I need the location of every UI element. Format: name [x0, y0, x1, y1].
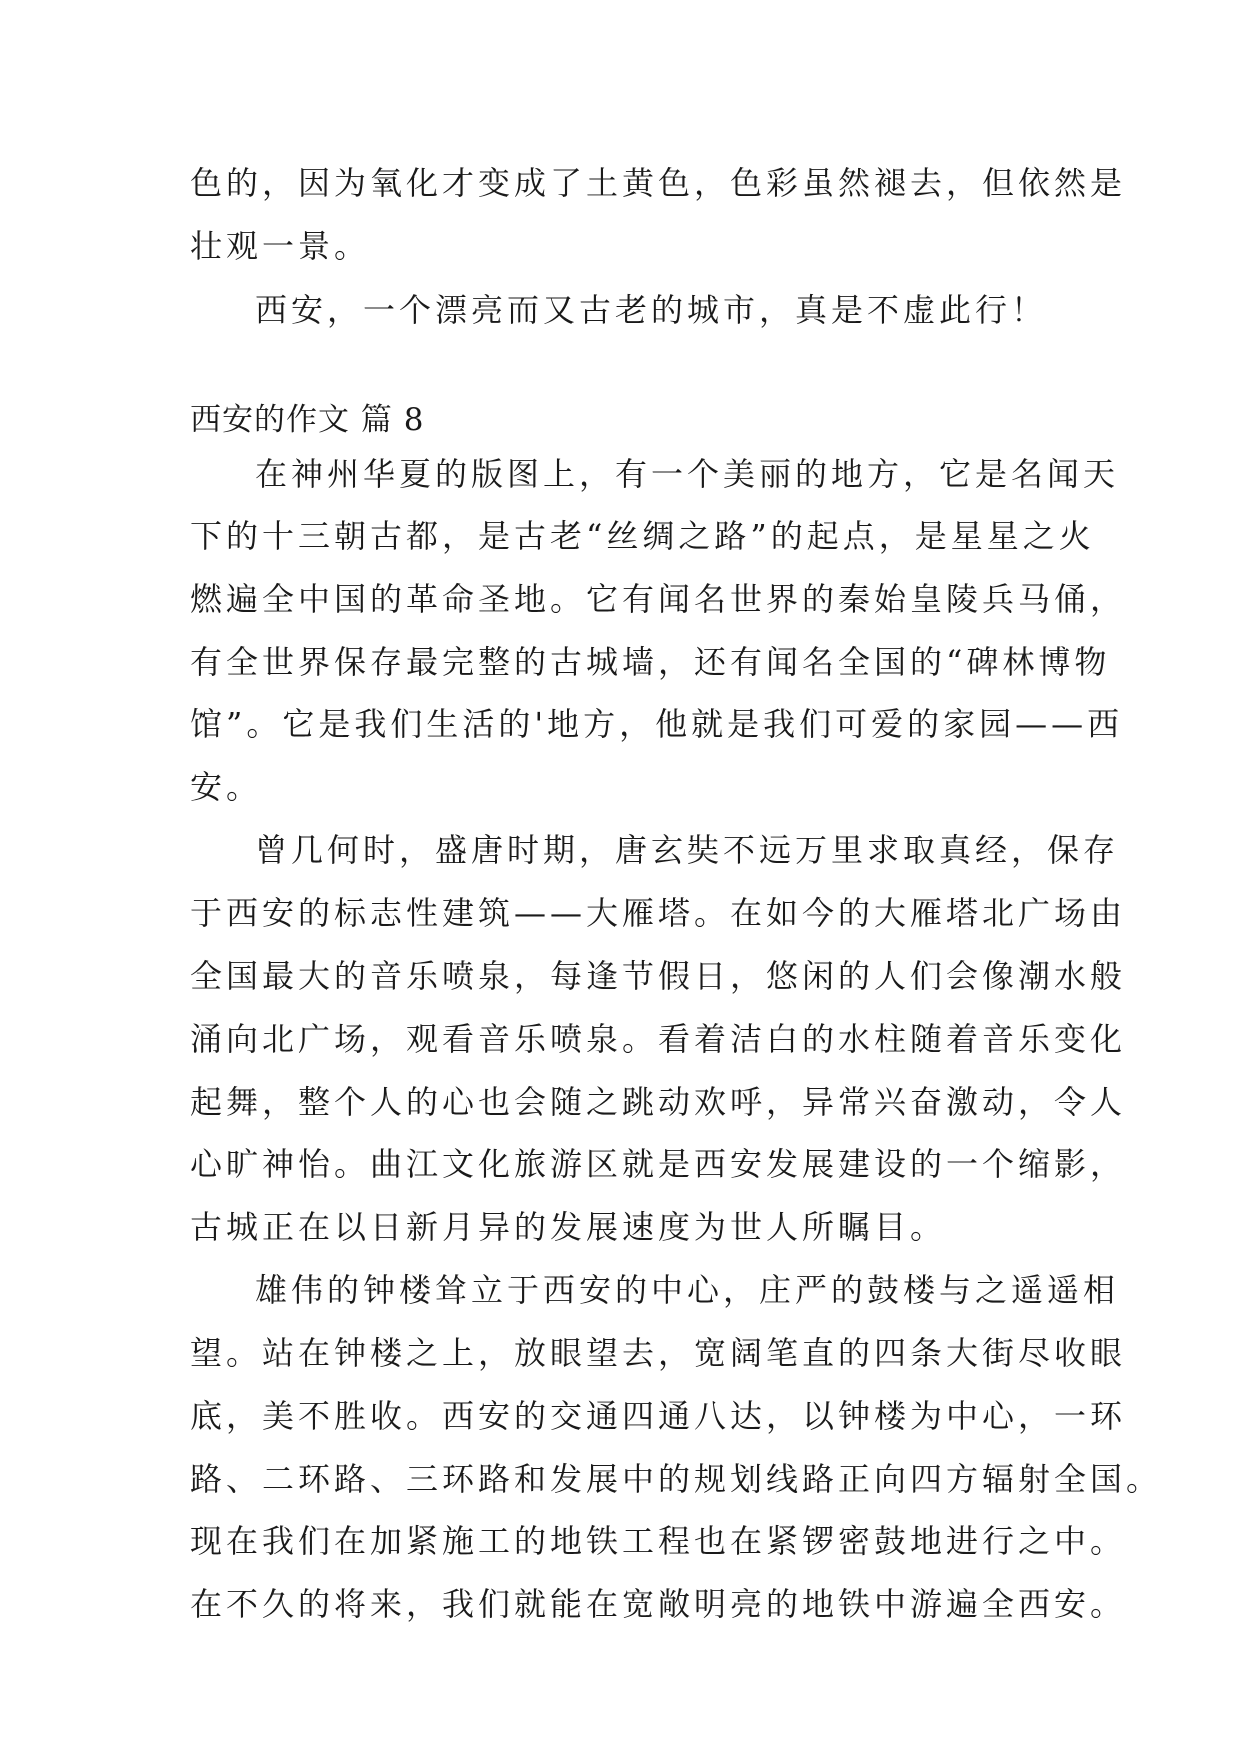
- text-line: 曾几何时，盛唐时期，唐玄奘不远万里求取真经，保存: [255, 831, 1120, 869]
- text-line: 在神州华夏的版图上，有一个美丽的地方，它是名闻天: [255, 455, 1120, 493]
- text-line: 路、二环路、三环路和发展中的规划线路正向四方辐射全国。: [190, 1460, 1163, 1498]
- text-line: 雄伟的钟楼耸立于西安的中心，庄严的鼓楼与之遥遥相: [255, 1271, 1120, 1309]
- text-line: 下的十三朝古都，是古老“丝绸之路”的起点，是星星之火: [190, 517, 1095, 555]
- text-line: 全国最大的音乐喷泉，每逢节假日，悠闲的人们会像潮水般: [190, 957, 1127, 995]
- text-line: 安。: [190, 768, 263, 806]
- text-line: 心旷神怡。曲江文化旅游区就是西安发展建设的一个缩影，: [190, 1145, 1127, 1183]
- text-line: 燃遍全中国的革命圣地。它有闻名世界的秦始皇陵兵马俑，: [190, 580, 1127, 618]
- text-line: 有全世界保存最完整的古城墙，还有闻名全国的“碑林博物: [190, 643, 1111, 681]
- section-heading: 西安的作文 篇 8: [190, 402, 425, 438]
- text-line: 壮观一景。: [190, 227, 371, 265]
- text-line: 在不久的将来，我们就能在宽敞明亮的地铁中游遍全西安。: [190, 1585, 1127, 1623]
- text-line: 古城正在以日新月异的发展速度为世人所瞩目。: [190, 1208, 947, 1246]
- text-line: 现在我们在加紧施工的地铁工程也在紧锣密鼓地进行之中。: [190, 1522, 1127, 1560]
- text-line: 望。站在钟楼之上，放眼望去，宽阔笔直的四条大街尽收眼: [190, 1334, 1127, 1372]
- text-line: 色的，因为氧化才变成了土黄色，色彩虽然褪去，但依然是: [190, 164, 1127, 202]
- text-line: 起舞，整个人的心也会随之跳动欢呼，异常兴奋激动，令人: [190, 1083, 1127, 1121]
- text-line: 于西安的标志性建筑——大雁塔。在如今的大雁塔北广场由: [190, 894, 1127, 932]
- text-line: 馆”。它是我们生活的'地方，他就是我们可爱的家园——西: [190, 705, 1124, 743]
- text-line: 西安，一个漂亮而又古老的城市，真是不虚此行！: [255, 291, 1048, 329]
- text-line: 底，美不胜收。西安的交通四通八达，以钟楼为中心，一环: [190, 1397, 1127, 1435]
- text-line: 涌向北广场，观看音乐喷泉。看着洁白的水柱随着音乐变化: [190, 1020, 1127, 1058]
